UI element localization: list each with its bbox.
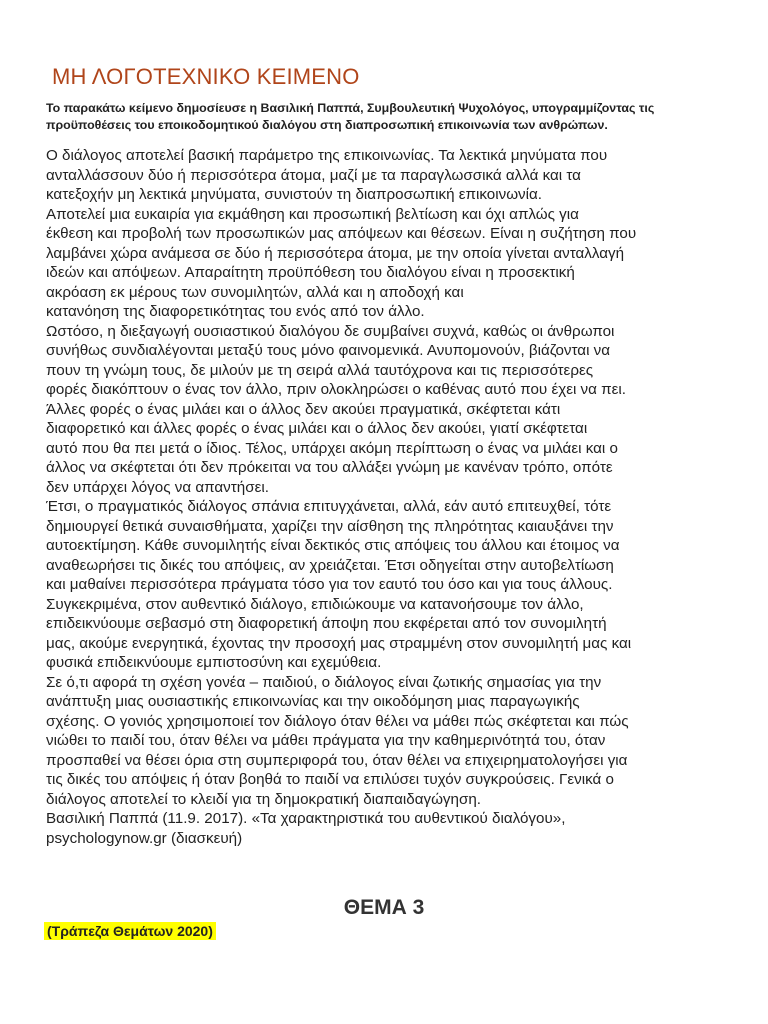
- text-line: επιδεικνύουμε σεβασμό στη διαφορετική άποψη που εκφέρεται από τον συνομιλητή: [46, 615, 607, 632]
- text-line: αυτοεκτίμηση. Κάθε συνομιλητής είναι δεκτικός στις απόψεις του άλλου και έτοιμος να: [46, 537, 620, 554]
- text-line: άλλος να σκέφτεται ότι δεν πρόκειται να του αλλάξει γνώμη με κανέναν τρόπο, οπότε: [46, 459, 613, 476]
- text-line: διάλογος αποτελεί το κλειδί για τη δημοκρατική διαπαιδαγώγηση.: [46, 790, 482, 808]
- text-line: πουν τη γνώμη τους, δε μιλούν με τη σειρά αλλά ταυτόχρονα και τις περισσότερες: [46, 361, 594, 379]
- intro-paragraph: Το παρακάτω κείμενο δημοσίευσε η Βασιλική Παππά, Συμβουλευτική Ψυχολόγος, υπογραμμίζοντας τις προϋποθέσεις του εποικοδομητικού διαλόγου στη διαπροσωπική επικοινωνία των ανθρώπων.: [46, 101, 655, 132]
- document-title: ΜΗ ΛΟΓΟΤΕΧΝΙΚΟ ΚΕΙΜΕΝΟ: [52, 64, 360, 89]
- text-line: Ωστόσο, η διεξαγωγή ουσιαστικού διαλόγου δε συμβαίνει συχνά, καθώς οι άνθρωποι: [46, 322, 615, 340]
- text-line: ανάπτυξη μιας ουσιαστικής επικοινωνίας και την οικοδόμηση μιας παραγωγικής: [46, 693, 580, 710]
- text-line: διαφορετικό και άλλες φορές ο ένας μιλάει και ο άλλος δεν ακούει, γιατί σκέφτεται: [46, 420, 588, 437]
- text-line: προσπαθεί να θέσει όρια στη συμπεριφορά του, όταν θέλει να επιχειρηματολογήσει για: [46, 751, 628, 769]
- text-line: και μαθαίνει περισσότερα πράγματα τόσο για τον εαυτό του όσο και για τους άλλους.: [46, 576, 613, 593]
- text-line: φυσικά επιδεικνύουμε εμπιστοσύνη και εχεμύθεια.: [46, 654, 382, 671]
- text-line: φορές διακόπτουν ο ένας τον άλλο, πριν ολοκληρώσει ο καθένας αυτό που έχει να πει.: [46, 381, 626, 398]
- text-line: νιώθει το παιδί του, όταν θέλει να μάθει πράγματα για την καθημερινότητά του, όταν: [46, 732, 606, 749]
- text-line: Έτσι, ο πραγματικός διάλογος σπάνια επιτυγχάνεται, αλλά, εάν αυτό επιτευχθεί, τότε: [46, 498, 612, 515]
- text-line: αυτό που θα πει μετά ο ίδιος. Τέλος, υπάρχει ακόμη περίπτωση ο ένας να μιλάει και ο: [46, 439, 618, 457]
- text-line: ακρόαση εκ μέρους των συνομιλητών, αλλά και η αποδοχή και: [46, 283, 464, 301]
- text-line: Άλλες φορές ο ένας μιλάει και ο άλλος δεν ακούει πραγματικά, σκέφτεται κάτι: [46, 400, 561, 418]
- text-line: κατεξοχήν μη λεκτικά μηνύματα, συνιστούν τη διαπροσωπική επικοινωνία.: [46, 186, 543, 203]
- text-line: σχέσης. Ο γονιός χρησιμοποιεί τον διάλογο όταν θέλει να μάθει πώς σκέφτεται και πώς: [46, 712, 629, 730]
- text-line: μας, ακούμε ενεργητικά, έχοντας την προσοχή μας στραμμένη στον συνομιλητή μας και: [46, 634, 632, 652]
- text-line: κατανόηση της διαφορετικότητας του ενός από τον άλλο.: [46, 303, 425, 320]
- text-line: δημιουργεί θετικά συναισθήματα, χαρίζει την αίσθηση της πληρότητας καιαυξάνει την: [46, 517, 614, 535]
- text-line: αναθεωρήσει τις δικές του απόψεις, αν χρειάζεται. Έτσι οδηγείται στην αυτοβελτίωση: [46, 556, 614, 574]
- text-line: Συγκεκριμένα, στον αυθεντικό διάλογο, επιδιώκουμε να κατανοήσουμε τον άλλο,: [46, 595, 584, 613]
- text-line: Ο διάλογος αποτελεί βασική παράμετρο της επικοινωνίας. Τα λεκτικά μηνύματα που: [46, 147, 608, 164]
- text-line: λαμβάνει χώρα ανάμεσα σε δύο ή περισσότερα άτομα, με την οποία γίνεται ανταλλαγή: [46, 244, 625, 262]
- text-line: Βασιλική Παππά (11.9. 2017). «Τα χαρακτηριστικά του αυθεντικού διαλόγου»,: [46, 810, 566, 827]
- theme-heading: ΘΕΜΑ 3: [343, 896, 425, 919]
- text-line: Αποτελεί μια ευκαιρία για εκμάθηση και προσωπική βελτίωση και όχι απλώς για: [46, 205, 579, 223]
- text-line: psychologynow.gr (διασκευή): [46, 829, 243, 847]
- question-bank-label: (Τράπεζα Θεμάτων 2020): [44, 922, 216, 940]
- text-line: τις δικές του απόψεις ή όταν βοηθά το παιδί να επιλύσει τυχόν συγκρούσεις. Γενικά ο: [46, 771, 614, 788]
- text-line: συνήθως συνδιαλέγονται μεταξύ τους μόνο φαινομενικά. Ανυπομονούν, βιάζονται να: [46, 342, 611, 359]
- text-line: ιδεών και απόψεων. Απαραίτητη προϋπόθεση του διαλόγου είναι η προσεκτική: [46, 264, 575, 281]
- text-line: έκθεση και προβολή των προσωπικών μας απόψεων και θέσεων. Είναι η συζήτηση που: [46, 225, 637, 242]
- text-line: δεν υπάρχει λόγος να απαντήσει.: [46, 478, 269, 496]
- body-text: [46, 146, 726, 848]
- text-line: ανταλλάσσουν δύο ή περισσότερα άτομα, μαζί με τα παραγλωσσικά αλλά και τα: [46, 166, 581, 184]
- text-line: Σε ό,τι αφορά τη σχέση γονέα – παιδιού, ο διάλογος είναι ζωτικής σημασίας για την: [46, 673, 602, 691]
